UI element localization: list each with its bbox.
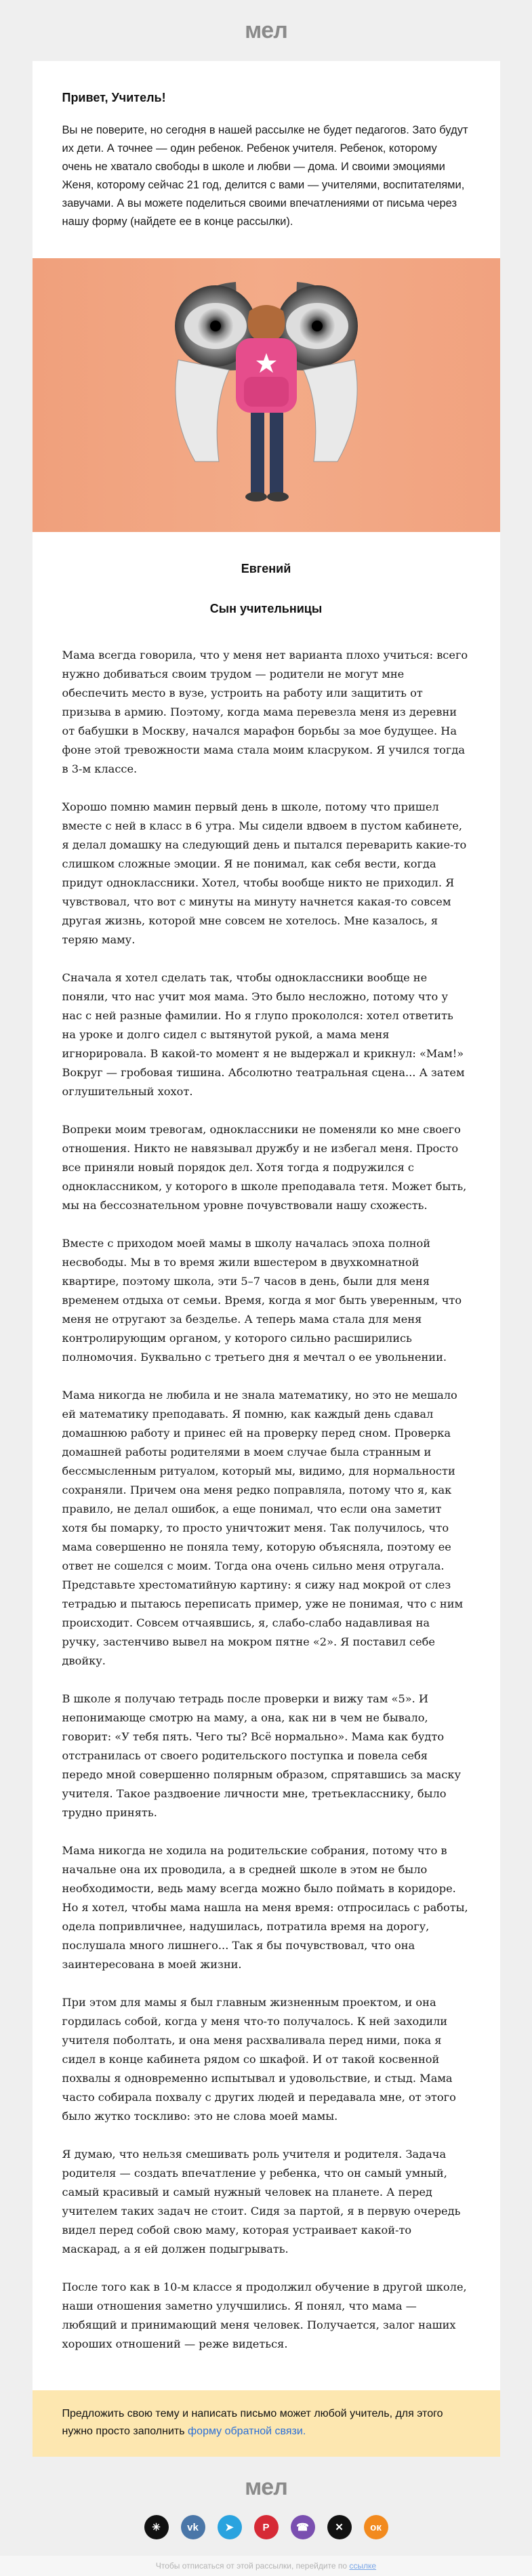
paragraph: Мама никогда не любила и не знала математику, но это не мешало ей математику преподавать. Я помню, как каждый день сдавал домашнюю работу и принес ей на проверку перед сном. Проверка домашней работы родителями в моем случае была странным и бессмысленным ритуалом, который мы, видимо, для нормальности сохраняли. Причем она меня редко поправляла, потому что я, как правило, не делал ошибок, а еще понимал, что если она заметит хотя бы помарку, то просто уничтожит меня. Так получилось, что мама совершенно не поняла тему, которую объясняла, поэтому ее ответ не сошелся с моим. Тогда она очень сильно меня отругала. Представьте хрестоматийную картину: я сижу над мокрой от слез тетрадью и пытаюсь переписать пример, уже не понимая, что с ним происходит. Совсем отчаявшись, я, слабо-слабо надавливая на ручку, застенчиво вывел на мокром пятне «2». Я поставил себе двойку. [62,1389,464,1667]
intro-text: Вы не поверите, но сегодня в нашей рассылке не будет педагогов. Зато будут их дети. А точнее — один ребенок. Ребенок учителя. Ребенок, которому очень не хватало свободы в школе и любви — дома. И своими эмоциями Женя, которому сейчас 21 год, делится с вами — учителями, воспитателями, завучами. А вы можете поделиться своими впечатлениями от письма через нашу форму (найдете ее в конце рассылки). [62,124,468,228]
author-role: Сын учительницы [209,602,323,615]
email-card [33,61,500,2457]
vk-icon[interactable]: vk [181,2515,205,2539]
author-block [33,532,500,616]
viber-icon[interactable]: ☎ [291,2515,315,2539]
paragraph: Мама никогда не ходила на родительские собрания, потому что в начальне она их проводила, а в средней школе в этом не было необходимости, ведь маму всегда можно было поймать в коридоре. Но я хотел, чтобы мама нашла на меня время: отпросилась с работы, одела попривличнее, надушилась, потратила время на дорогу, послушала много лишнего... Так я бы почувствовал, что она заинтересована в моей жизни. [62,1844,468,1971]
x-icon[interactable]: ✕ [327,2515,352,2539]
paragraph: Вместе с приходом моей мамы в школу началась эпоха полной несвободы. Мы в то время жили вшестером в двухкомнатной квартире, поэтому школа, эти 5–7 часов в день, были для меня временем отдыха от семьи. Время, когда я мог быть уверенным, что меня не отругают за безделье. А теперь мама стала для меня контролирующим органом, у которого сильно расширились полномочия. Буквально с третьего дня я мечтал о ее увольнении. [62,1237,462,1364]
feedback-form-link[interactable]: форму обратной связи. [188,2426,306,2437]
pinterest-icon[interactable]: P [254,2515,279,2539]
logo-bottom[interactable]: мел [245,2474,287,2500]
unsubscribe-text: Чтобы отписаться от этой рассылки, перейдите по [155,2561,350,2571]
paragraph: Хорошо помню мамин первый день в школе, потому что пришел вместе с ней в класс в 6 утра. Мы сидели вдвоем в пустом кабинете, я делал домашку на следующий день и пытался переварить какие-то слишком сложные эмоции. Я не понимал, как себя вести, когда придут одноклассники. Хотел, чтобы вообще никто не приходил. Я чувствовал, что вот с минуты на минуту начнется какая-то совсем другая жизнь, которой мне совсем не хотелось. Мне казалось, я теряю маму. [62,800,467,946]
article-body [33,646,500,2390]
yandex-zen-icon[interactable]: ✳ [144,2515,169,2539]
paragraph: При этом для мамы я был главным жизненным проектом, и она гордилась собой, когда у меня что-то получалось. К ней заходили учителя поболтать, и она меня расхваливала перед ними, пока я сидел в конце кабинета рядом со шкафой. И от такой косвенной похвалы я одновременно испытывал и удовольствие, и стыд. Мама часто собирала похвалу с других людей и передавала мне, от этого было жутко тоскливо: это не слова моей мамы. [62,1996,456,2123]
author-name: Евгений [241,562,291,575]
greeting-title: Привет, Учитель! [62,91,166,104]
feedback-note-text: Предложить свою тему и написать письмо может любой учитель, для этого нужно просто заполнить [62,2408,443,2437]
paragraph: В школе я получаю тетрадь после проверки и вижу там «5». И непонимающе смотрю на маму, а она, как ни в чем не бывало, говорит: «У тебя пять. Чего ты? Всё нормально». Мама как будто отстранилась от своего родительского поступка и повела себя передо мной совершенно полярным образом, спрятавшись за маску учителя. Такое раздвоение личности мне, третьекласснику, было трудно принять. [62,1692,462,1819]
hero-illustration [33,258,500,532]
paragraph: Сначала я хотел сделать так, чтобы одноклассники вообще не поняли, что нас учит моя мама. Это было несложно, потому что у нас с ней разные фамилии. Но я глупо прокололся: хотел ответить на уроке и долго сидел с вытянутой рукой, а мама меня игнорировала. В какой-то момент я не выдержал и крикнул: «Мам!» Вокруг — гробовая тишина. Абсолютно театральная сцена... А затем оглушительный хохот. [62,971,465,1098]
unsubscribe-line [0,2556,532,2576]
feedback-note [33,2390,500,2457]
telegram-icon[interactable]: ➤ [218,2515,242,2539]
social-links [0,2515,532,2539]
logo-top[interactable]: мел [245,18,287,43]
paragraph: После того как в 10-м классе я продолжил обучение в другой школе, наши отношения заметно улучшились. Я понял, что мама — любящий и принимающий меня человек. Получается, залог наших хороших отношений — реже видеться. [62,2281,467,2350]
paragraph: Мама всегда говорила, что у меня нет варианта плохо учиться: всего нужно добиваться своим трудом — родители не могут мне обеспечить место в вузе, устроить на работу или защитить от призыва в армию. Поэтому, когда мама перевезла меня из деревни от бабушки в Москву, начался марафон борьбы за мое будущее. На фоне этой тревожности мама стала моим класруком. Я учился тогда в 3-м классе. [62,649,468,775]
hero-collage-image [33,258,500,532]
paragraph: Я думаю, что нельзя смешивать роль учителя и родителя. Задача родителя — создать впечатление у ребенка, что он самый умный, самый красивый и самый нужный человек на планете. А перед учителем таких задач не стоит. Сидя за партой, я в первую очередь видел перед собой свою маму, которая устраивает какой-то маскарад, а я ей должен подыгрывать. [62,2148,461,2255]
unsubscribe-link[interactable]: ссылке [349,2561,377,2571]
paragraph: Вопреки моим тревогам, одноклассники не поменяли ко мне своего отношения. Никто не навязывал дружбу и не избегал меня. Просто все приняли новый порядок дел. Хотя тогда я подружился с одноклассником, у которого в школе преподавала тетя. Может быть, мы на бессознательном уровне почувствовали нашу схожесть. [62,1123,467,1212]
odnoklassniki-icon[interactable]: ок [364,2515,388,2539]
